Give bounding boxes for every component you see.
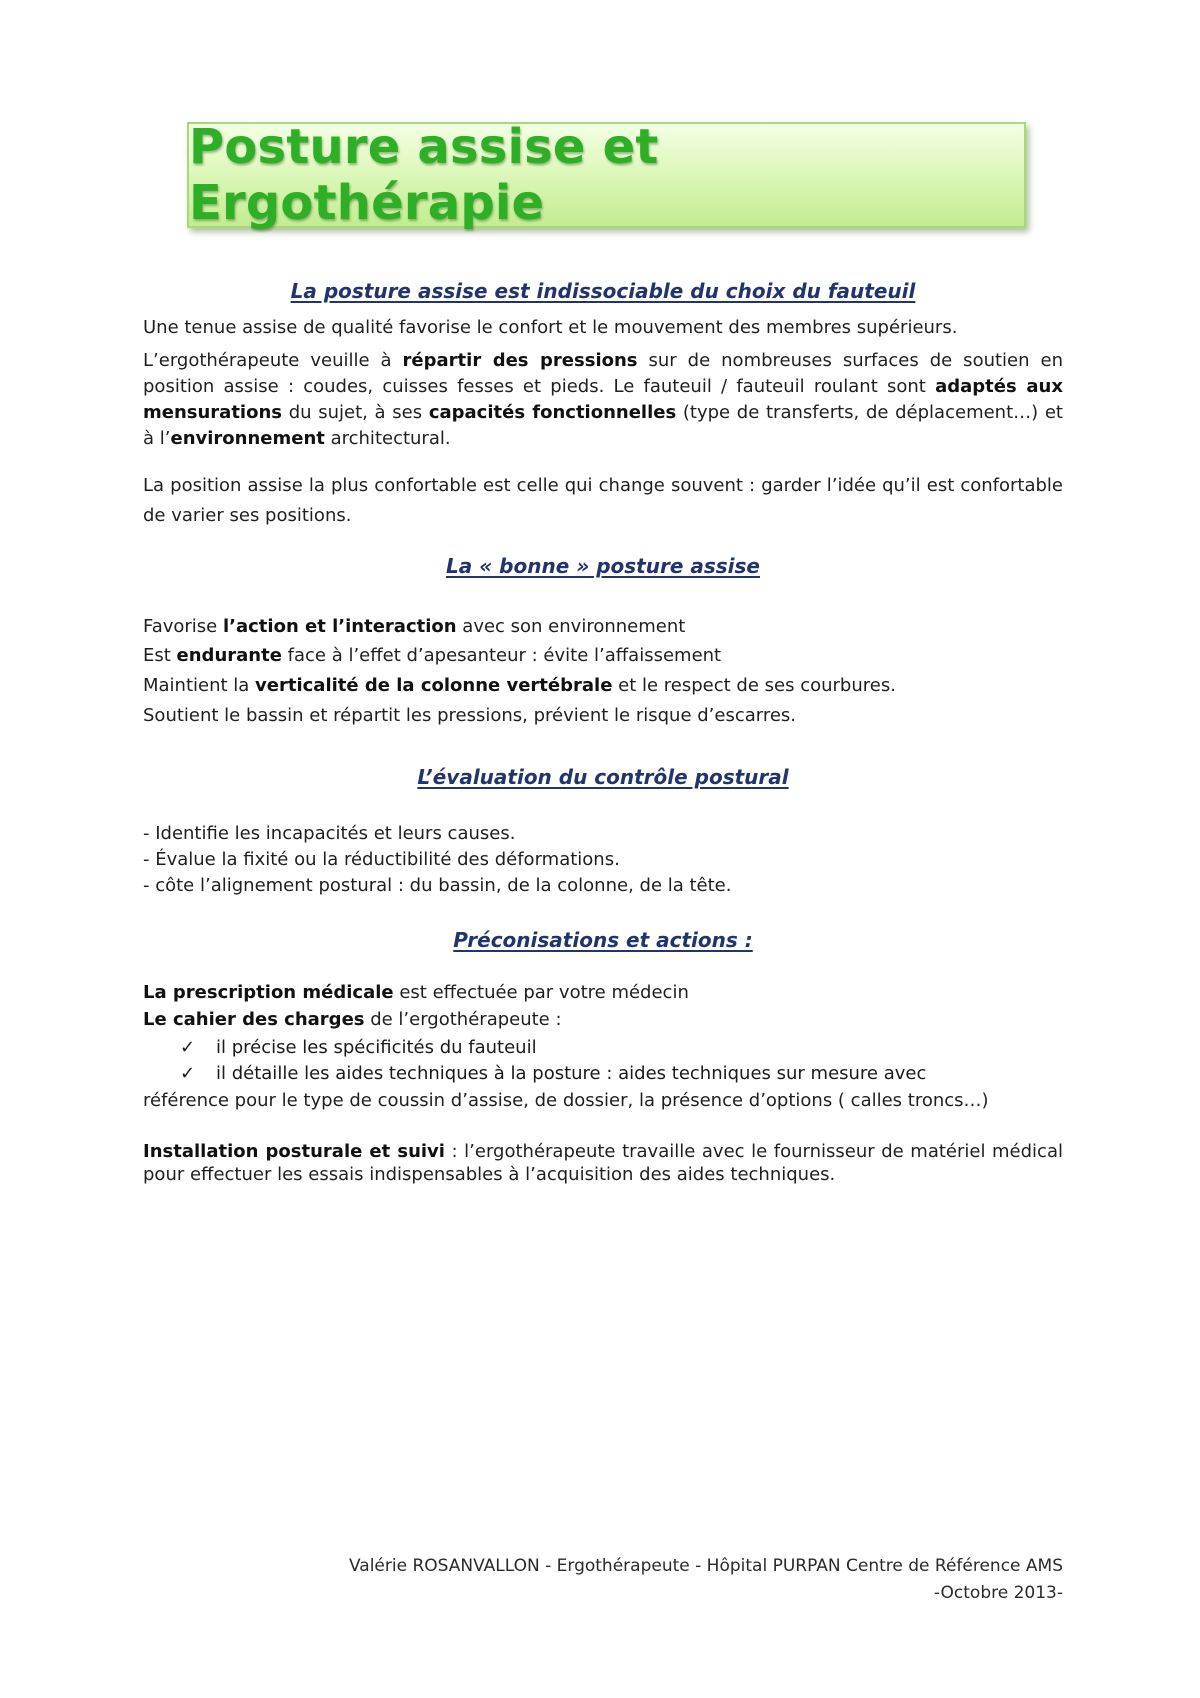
paragraph-position: La position assise la plus confortable est celle qui change souvent : garder l’idée qu’il est confortable de varier ses positions. — [143, 475, 1063, 526]
checkmark-icon: ✓ — [180, 1063, 196, 1084]
text-span: L’ergothérapeute veuille à — [143, 350, 403, 371]
list-item — [143, 982, 689, 1003]
section-heading-bonne-posture: La « bonne » posture assise — [446, 554, 760, 578]
text-span: de l’ergothérapeute : — [364, 1009, 562, 1030]
text-span: il précise les spécificités du fauteuil — [216, 1037, 537, 1058]
paragraph-pressions — [143, 348, 1063, 452]
section-heading-preconisations: Préconisations et actions : — [453, 928, 753, 952]
checkmark-icon: ✓ — [180, 1037, 196, 1058]
bold-span: Le cahier des charges — [143, 1009, 365, 1030]
bold-span: l’action et l’interaction — [222, 616, 457, 637]
footer-author: Valérie ROSANVALLON - Ergothérapeute - Hôpital PURPAN Centre de Référence AMS — [348, 1556, 1063, 1576]
bold-span: Installation posturale et suivi — [143, 1141, 445, 1162]
text-span: Favorise — [143, 616, 223, 637]
text-span: : l’ergothérapeute travaille avec le fournisseur de matériel médical pour effectuer les essais indispensables à l’acquisition des aides techniques. — [143, 1141, 1063, 1185]
text-span: face à l’effet d’apesanteur : évite l’affaissement — [281, 645, 722, 666]
paragraph-installation — [143, 1140, 1063, 1186]
bold-span: environnement — [170, 428, 325, 449]
bold-span: La prescription médicale — [143, 982, 394, 1003]
text-span: avec son environnement — [456, 616, 686, 637]
checklist-continuation: référence pour le type de coussin d’assise, de dossier, la présence d’options ( calles troncs…) — [143, 1090, 989, 1111]
text-span: et le respect de ses courbures. — [612, 675, 896, 696]
text-span: du sujet, à ses — [282, 402, 429, 423]
text-span: architectural. — [324, 428, 451, 449]
list-item — [143, 616, 685, 637]
bold-span: adaptés aux mensurations — [143, 376, 1063, 423]
list-item: Soutient le bassin et répartit les pressions, prévient le risque d’escarres. — [143, 705, 797, 726]
text-span: (type de transferts, de déplacement…) et à l’ — [143, 402, 1063, 449]
list-item — [143, 645, 721, 666]
checklist-item — [180, 1063, 926, 1084]
bold-span: endurante — [176, 645, 282, 666]
bold-span: verticalité de la colonne vertébrale — [255, 675, 613, 696]
bold-span: capacités fonctionnelles — [428, 402, 677, 423]
page-title: Posture assise et Ergothérapie — [189, 119, 659, 231]
footer-date: -Octobre 2013- — [933, 1583, 1063, 1603]
list-item: - Évalue la fixité ou la réductibilité des déformations. — [143, 849, 620, 870]
section-heading-fauteuil: La posture assise est indissociable du choix du fauteuil — [290, 279, 916, 303]
text-span: est effectuée par votre médecin — [393, 982, 689, 1003]
text-span: Maintient la — [143, 675, 256, 696]
title-banner — [187, 119, 1026, 231]
checklist-item — [180, 1037, 537, 1058]
text-span: Est — [143, 645, 177, 666]
text-span: il détaille les aides techniques à la posture : aides techniques sur mesure avec — [216, 1063, 927, 1084]
section-heading-evaluation: L’évaluation du contrôle postural — [417, 765, 789, 789]
text-span: sur de nombreuses surfaces de soutien en position assise : coudes, cuisses fesses et pieds. Le fauteuil / fauteuil roulant sont — [143, 350, 1063, 397]
list-item — [143, 1009, 562, 1030]
bold-span: répartir des pressions — [402, 350, 638, 371]
paragraph-tenue: Une tenue assise de qualité favorise le confort et le mouvement des membres supérieurs. — [143, 317, 958, 338]
list-item: - côte l’alignement postural : du bassin, de la colonne, de la tête. — [143, 875, 732, 896]
list-item: - Identifie les incapacités et leurs causes. — [143, 823, 516, 844]
list-item — [143, 675, 896, 696]
